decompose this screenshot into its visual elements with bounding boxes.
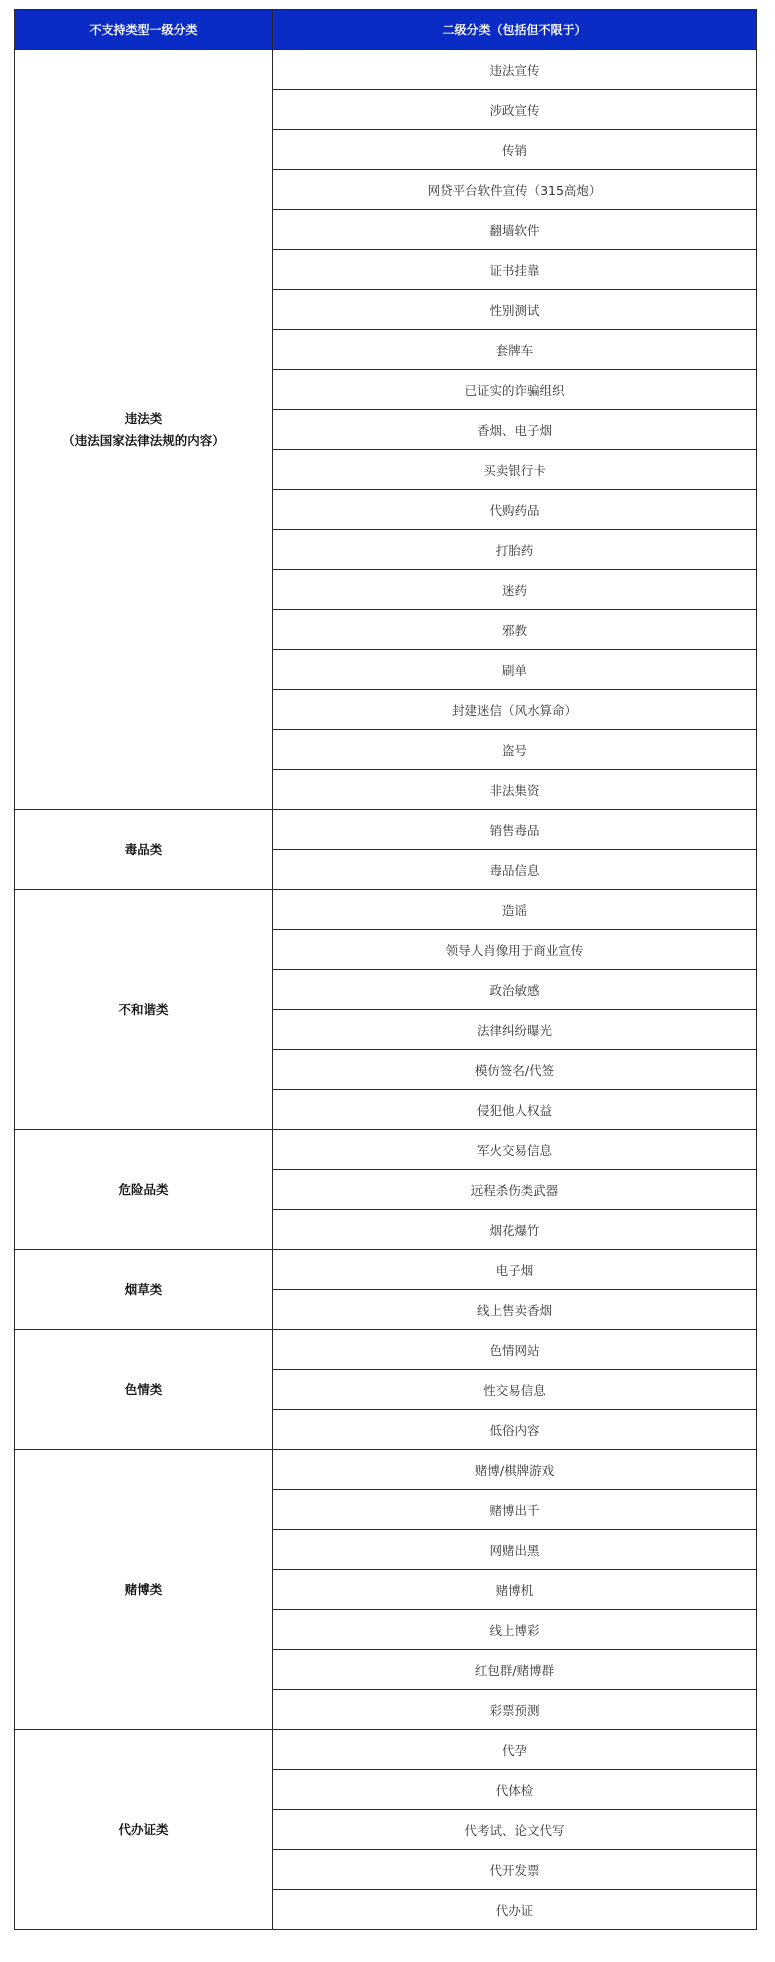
secondary-category-cell: 迷药 bbox=[273, 570, 757, 610]
secondary-category-cell: 违法宣传 bbox=[273, 50, 757, 90]
secondary-category-cell: 赌博出千 bbox=[273, 1490, 757, 1530]
secondary-category-cell: 代办证 bbox=[273, 1890, 757, 1930]
secondary-category-cell: 领导人肖像用于商业宣传 bbox=[273, 930, 757, 970]
secondary-category-cell: 军火交易信息 bbox=[273, 1130, 757, 1170]
secondary-category-cell: 代体检 bbox=[273, 1770, 757, 1810]
secondary-category-cell: 代购药品 bbox=[273, 490, 757, 530]
secondary-category-cell: 销售毒品 bbox=[273, 810, 757, 850]
secondary-category-cell: 赌博/棋牌游戏 bbox=[273, 1450, 757, 1490]
secondary-category-cell: 打胎药 bbox=[273, 530, 757, 570]
table-row bbox=[15, 50, 757, 90]
primary-category-cell bbox=[15, 810, 273, 890]
primary-category-cell bbox=[15, 1730, 273, 1930]
primary-category-name: 代办证类 bbox=[118, 1821, 169, 1837]
table-row bbox=[15, 1730, 757, 1770]
secondary-category-cell: 非法集资 bbox=[273, 770, 757, 810]
secondary-category-cell: 模仿签名/代签 bbox=[273, 1050, 757, 1090]
secondary-category-cell: 网贷平台软件宣传（315高炮） bbox=[273, 170, 757, 210]
secondary-category-cell: 赌博机 bbox=[273, 1570, 757, 1610]
secondary-category-cell: 侵犯他人权益 bbox=[273, 1090, 757, 1130]
primary-category-name: 赌博类 bbox=[124, 1581, 163, 1597]
table-row bbox=[15, 1130, 757, 1170]
primary-category-note: （违法国家法律法规的内容） bbox=[62, 432, 225, 448]
secondary-category-cell: 买卖银行卡 bbox=[273, 450, 757, 490]
secondary-category-cell: 网赌出黑 bbox=[273, 1530, 757, 1570]
header-primary-category: 不支持类型一级分类 bbox=[15, 10, 273, 50]
secondary-category-cell: 传销 bbox=[273, 130, 757, 170]
primary-category-name: 违法类 bbox=[124, 410, 163, 426]
secondary-category-cell: 涉政宣传 bbox=[273, 90, 757, 130]
secondary-category-cell: 香烟、电子烟 bbox=[273, 410, 757, 450]
secondary-category-cell: 法律纠纷曝光 bbox=[273, 1010, 757, 1050]
secondary-category-cell: 造谣 bbox=[273, 890, 757, 930]
secondary-category-cell: 低俗内容 bbox=[273, 1410, 757, 1450]
primary-category-cell bbox=[15, 1130, 273, 1250]
secondary-category-cell: 红包群/赌博群 bbox=[273, 1650, 757, 1690]
primary-category-name: 危险品类 bbox=[118, 1181, 169, 1197]
header-row bbox=[15, 10, 757, 50]
secondary-category-cell: 代开发票 bbox=[273, 1850, 757, 1890]
secondary-category-cell: 证书挂靠 bbox=[273, 250, 757, 290]
primary-category-cell bbox=[15, 1250, 273, 1330]
category-table bbox=[14, 9, 757, 1930]
secondary-category-cell: 线上售卖香烟 bbox=[273, 1290, 757, 1330]
primary-category-name: 不和谐类 bbox=[118, 1001, 169, 1017]
secondary-category-cell: 代考试、论文代写 bbox=[273, 1810, 757, 1850]
secondary-category-cell: 远程杀伤类武器 bbox=[273, 1170, 757, 1210]
secondary-category-cell: 毒品信息 bbox=[273, 850, 757, 890]
table-body bbox=[15, 50, 757, 1930]
secondary-category-cell: 线上博彩 bbox=[273, 1610, 757, 1650]
header-secondary-category: 二级分类（包括但不限于） bbox=[273, 10, 757, 50]
table-row bbox=[15, 1450, 757, 1490]
secondary-category-cell: 政治敏感 bbox=[273, 970, 757, 1010]
secondary-category-cell: 电子烟 bbox=[273, 1250, 757, 1290]
secondary-category-cell: 烟花爆竹 bbox=[273, 1210, 757, 1250]
table-row bbox=[15, 810, 757, 850]
secondary-category-cell: 封建迷信（风水算命） bbox=[273, 690, 757, 730]
secondary-category-cell: 性别测试 bbox=[273, 290, 757, 330]
table-row bbox=[15, 1250, 757, 1290]
primary-category-cell bbox=[15, 50, 273, 810]
primary-category-name: 毒品类 bbox=[124, 841, 163, 857]
table-row bbox=[15, 1330, 757, 1370]
primary-category-cell bbox=[15, 1330, 273, 1450]
secondary-category-cell: 性交易信息 bbox=[273, 1370, 757, 1410]
secondary-category-cell: 刷单 bbox=[273, 650, 757, 690]
secondary-category-cell: 彩票预测 bbox=[273, 1690, 757, 1730]
secondary-category-cell: 邪教 bbox=[273, 610, 757, 650]
secondary-category-cell: 套牌车 bbox=[273, 330, 757, 370]
secondary-category-cell: 已证实的诈骗组织 bbox=[273, 370, 757, 410]
secondary-category-cell: 色情网站 bbox=[273, 1330, 757, 1370]
table-row bbox=[15, 890, 757, 930]
primary-category-cell bbox=[15, 890, 273, 1130]
secondary-category-cell: 盗号 bbox=[273, 730, 757, 770]
secondary-category-cell: 翻墙软件 bbox=[273, 210, 757, 250]
secondary-category-cell: 代孕 bbox=[273, 1730, 757, 1770]
primary-category-name: 烟草类 bbox=[124, 1281, 163, 1297]
primary-category-cell bbox=[15, 1450, 273, 1730]
primary-category-name: 色情类 bbox=[124, 1381, 163, 1397]
